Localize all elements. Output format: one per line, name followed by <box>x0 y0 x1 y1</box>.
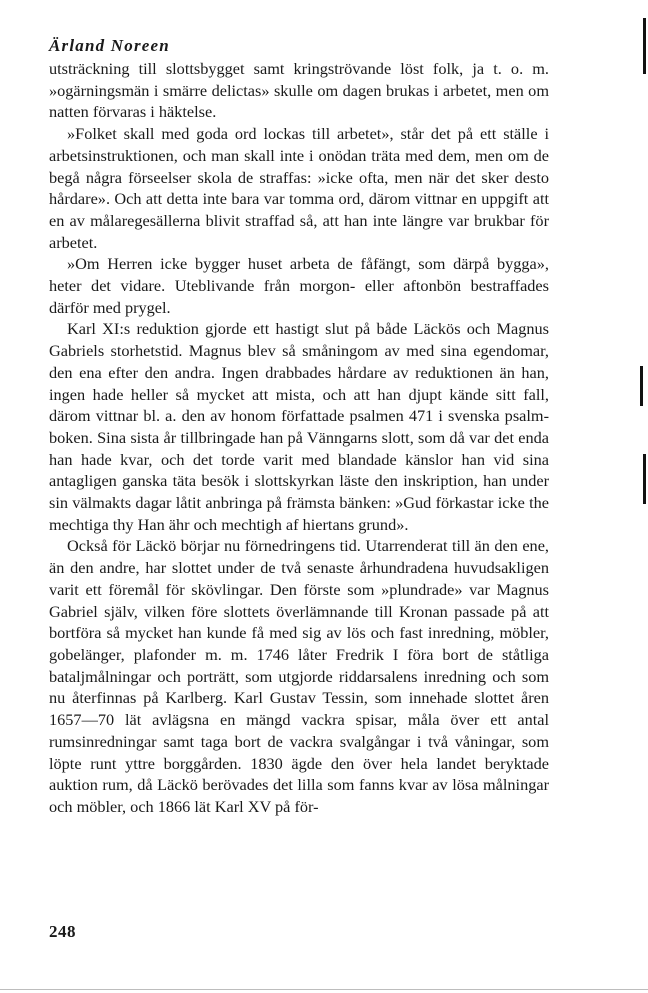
paragraph: »Folket skall med goda ord lockas till arbetet», står det på ett ställe i arbetsinstruktionen, och man skall inte i onödan träta med dem, men om de begå några förseelser skola de straffas: »icke ofta, men när det sker desto hårdare». Och att detta inte bara var tomma ord, därom vittnar en uppgift att en av målaregesällerna blivit straffad så, att han inte längre var brukbar för arbetet. <box>49 124 549 252</box>
scan-edge <box>638 0 648 993</box>
paragraph: Också för Läckö börjar nu förnedringens tid. Utarrenderat till än den ene, än den andre, har slottet under de två senaste århundradena huvudsakligen varit ett föremål för skövlingar. Den förste som »plundrade» var Magnus Gabriel själv, vilken före slottets överlämnande till Kronan passade på att bortföra så mycket han kunde få med sig av lös och fast inredning, möbler, gobelänger, plafonder m. m. 1746 låter Fredrik I föra bort de ståtliga bataljmålningar och porträtt, som utgjorde riddarsalens inredning och som nu återfinnas på Karlberg. Karl Gustav Tessin, som innehade slottet åren 1657—70 lät avlägsna en mängd vackra spisar, måla över ett antal rumsinredningar samt taga bort de vackra svalgångar i två våningar, som löpte runt yttre borggården. 1830 ägde den över hela landet beryktade auktion rum, då Läckö berövades det lilla som fanns kvar av lösa målningar och möbler, och 1866 lät Karl XV på för- <box>49 536 549 816</box>
running-title: Ärland Noreen <box>49 36 170 55</box>
scan-edge-mark <box>643 454 646 504</box>
paragraph: Karl XI:s reduktion gjorde ett hastigt slut på både Läckös och Magnus Gabriels storhetstid. Magnus blev så småningom av med sina egendomar, den ena efter den andra. Ingen drabbades hårdare av reduktionen än han, ingen hade heller så mycket att mista, och att han djupt kände sitt fall, därom vittnar bl. a. den av honom författade psalmen 471 i svenska psalmboken. Sina sista år tillbringade han på Vänngarns slott, som då var det enda han hade kvar, och det torde varit med blandade känslor han vid sina antagligen ganska täta besök i slottskyrkan läste den inskription, han under sin välmakts dagar låtit anbringa på främsta bänken: »Gud förkastar icke the mechtiga thy Han ähr och mechtigh af hiertans grund». <box>49 319 549 534</box>
scan-bottom-edge <box>0 989 648 990</box>
paragraph-continued: utsträckning till slottsbygget samt kringströvande löst folk, ja t. o. m. »ogärningsmän i smärre delictas» skulle om dagen brukas i arbetet, men om natten förvaras i häktelse. <box>49 59 549 122</box>
scan-edge-mark <box>640 366 643 406</box>
page-number: 248 <box>49 922 76 941</box>
book-page <box>49 36 549 818</box>
paragraph: »Om Herren icke bygger huset arbeta de fåfängt, som därpå bygga», heter det vidare. Uteblivande från morgon- eller aftonbön bestraffades därför med prygel. <box>49 254 549 317</box>
body-text <box>49 58 549 818</box>
scan-edge-mark <box>643 18 646 74</box>
